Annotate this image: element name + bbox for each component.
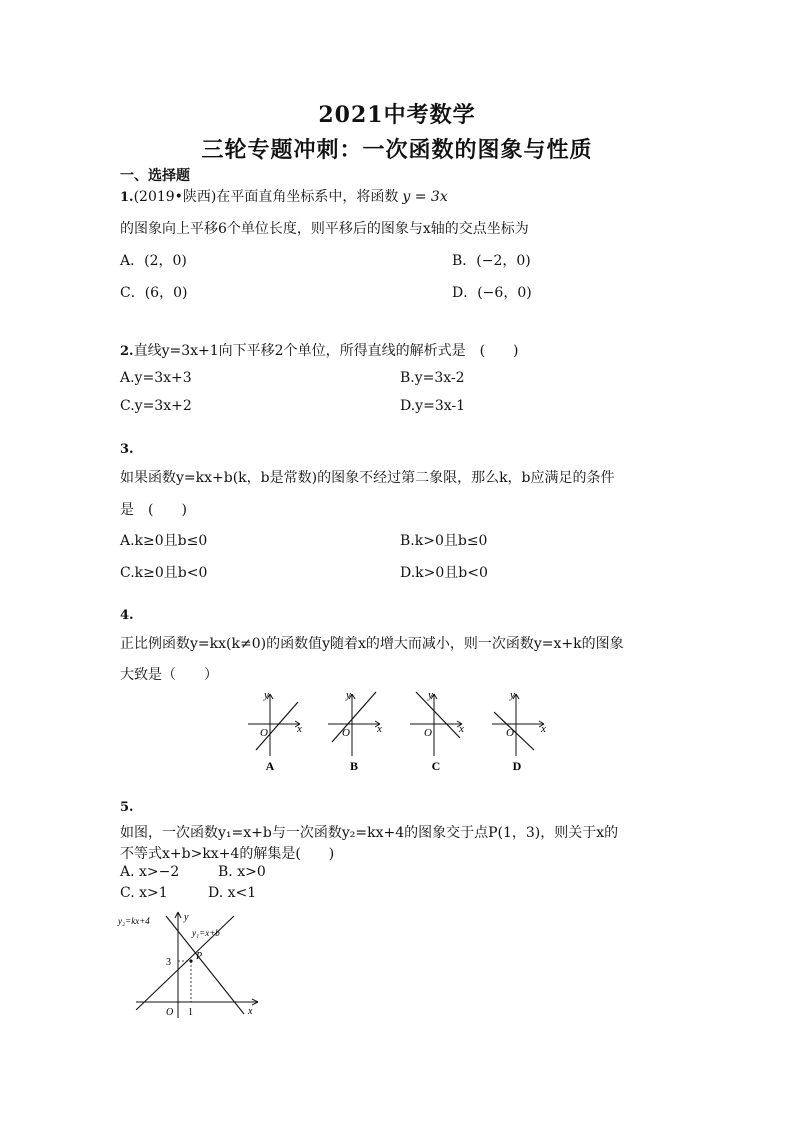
graph-line [494,712,534,750]
option-b: B.k>0且b≤0 [400,533,488,549]
question-number: 2. [120,344,134,359]
question-4-line-2: 大致是（ ） [120,667,218,683]
question-formula: y = 3x [402,189,448,205]
question-2-line-1 [120,340,519,360]
question-text: (2019•陕西)在平面直角坐标系中，将函数 [133,189,399,205]
question-number: 5. [120,800,134,815]
question-4-option-graphs [240,688,560,776]
axis-y-label: y [184,912,189,923]
section-heading: 一、选择题 [120,168,190,184]
axis-y-label: y [264,689,269,701]
option-c: C．(6，0) [120,285,188,301]
option-d: D．(−6，0) [452,285,532,301]
question-4-line-1: 正比例函数y=kx(k≠0)的函数值y随着x的增大而减小，则一次函数y=x+k的图象 [120,636,624,652]
graph-option-b [328,689,382,773]
option-a: A. x>−2 [120,864,180,880]
option-a: A．(2，0) [120,253,187,269]
origin-label: O [342,727,350,739]
question-5-line-2: 不等式x+b>kx+4的解集是( ) [120,846,335,862]
option-a: A.y=3x+3 [120,370,192,386]
graph-label: B [349,759,359,773]
graph-line [332,692,376,742]
label-y2: y₂=kx+4 [118,916,150,926]
question-1-line-1 [120,186,448,206]
point-p-label: P [196,951,203,962]
option-a: A.k≥0且b≤0 [120,533,208,549]
question-number: 4. [120,608,134,623]
axis-y-label: y [346,689,351,701]
document-title: 2021中考数学 [318,102,476,128]
option-b: B.y=3x-2 [400,370,465,386]
option-b: B. x>0 [218,864,266,880]
option-b: B．(−2，0) [452,253,531,269]
question-3-line-2: 是 ( ) [120,502,187,518]
option-d: D.k>0且b<0 [400,565,488,581]
graph-option-a [248,689,302,773]
document-subtitle: 三轮专题冲刺：一次函数的图象与性质 [201,137,593,163]
graph-option-d [492,689,546,773]
y-tick-label: 3 [166,957,171,968]
point-p-marker [189,959,192,962]
question-1-line-2: 的图象向上平移6个单位长度，则平移后的图象与x轴的交点坐标为 [120,221,529,237]
graph-option-c [410,689,464,773]
graph-line [256,702,298,750]
question-number: 3. [120,442,134,457]
axis-y-label: y [510,689,515,701]
option-c: C. x>1 [120,885,168,901]
label-y1: y₁=x+b [192,928,220,938]
question-text: 直线y=3x+1向下平移2个单位，所得直线的解析式是 ( ) [133,343,519,359]
origin-label: O [260,727,268,739]
graph-label: D [512,759,522,773]
graph-label: C [431,759,441,773]
axis-x-label: x [377,723,382,735]
option-d: D.y=3x-1 [400,398,466,414]
axis-x-label: x [297,723,302,735]
graph-line [416,692,460,738]
origin-label: O [424,727,432,739]
option-c: C.k≥0且b<0 [120,565,208,581]
origin-label: O [166,1007,174,1018]
option-c: C.y=3x+2 [120,398,192,414]
option-d: D. x<1 [208,885,257,901]
question-number: 1. [120,190,134,205]
axis-y-label: y [428,689,433,701]
origin-label: O [506,727,514,739]
axis-x-label: x [541,723,546,735]
x-tick-label: 1 [188,1007,193,1018]
question-5-line-1: 如图，一次函数y₁=x+b与一次函数y₂=kx+4的图象交于点P(1，3)，则关于x的 [120,825,619,841]
axis-x-label: x [459,723,464,735]
question-3-line-1: 如果函数y=kx+b(k，b是常数)的图象不经过第二象限，那么k，b应满足的条件 [120,470,615,486]
question-5-figure [116,906,266,1022]
axis-x-label: x [248,1006,253,1017]
graph-label: A [265,759,275,773]
